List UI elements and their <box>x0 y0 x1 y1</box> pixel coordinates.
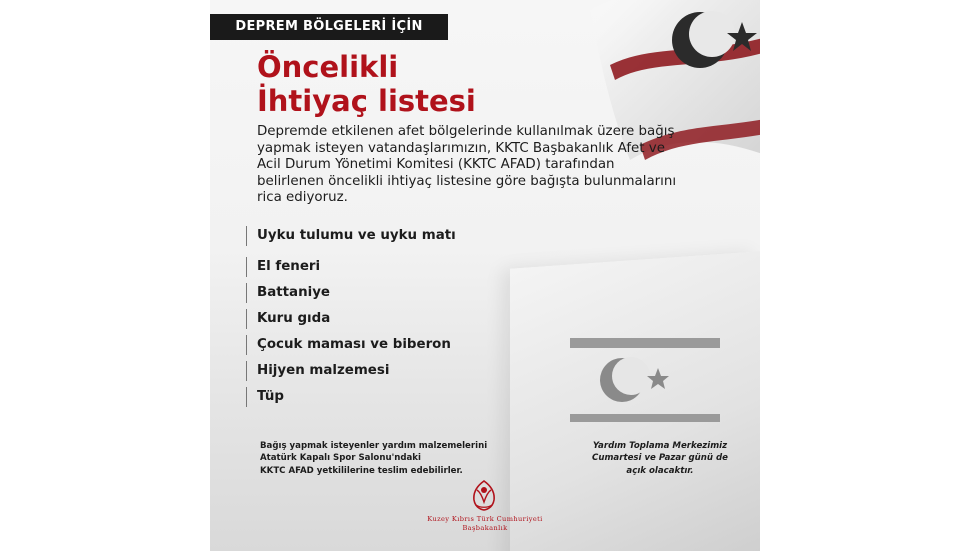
list-item: Çocuk maması ve biberon <box>246 335 456 355</box>
needs-list <box>246 226 456 413</box>
coat-of-arms-icon <box>467 478 501 512</box>
opening-note-line: Cumartesi ve Pazar günü de <box>592 453 728 464</box>
page-title <box>257 50 476 118</box>
list-item: Uyku tulumu ve uyku matı <box>246 226 456 246</box>
list-item: Battaniye <box>246 283 456 303</box>
organization-name <box>400 515 570 533</box>
opening-note-line: açık olacaktır. <box>626 465 694 476</box>
title-line-2: İhtiyaç listesi <box>257 84 476 118</box>
organization-line-1: Kuzey Kıbrıs Türk Cumhuriyeti <box>427 515 543 523</box>
title-line-1: Öncelikli <box>257 50 399 84</box>
delivery-note-line: Atatürk Kapalı Spor Salonu'ndaki <box>260 453 421 464</box>
list-item: Kuru gıda <box>246 309 456 329</box>
opening-hours-note <box>570 440 750 477</box>
delivery-note-line: Bağış yapmak isteyenler yardım malzemelerini <box>260 441 488 451</box>
opening-note-line: Yardım Toplama Merkezimiz <box>592 441 728 451</box>
organization-line-2: Başbakanlık <box>462 524 508 532</box>
poster <box>210 0 760 551</box>
box-flag-emblem <box>570 338 720 438</box>
delivery-note <box>260 440 490 477</box>
intro-paragraph: Depremde etkilenen afet bölgelerinde kullanılmak üzere bağış yapmak isteyen vatandaşlarımızın, KKTC Başbakanlık Afet ve Acil Durum Yönetimi Komitesi (KKTC AFAD) tarafından belirlenen öncelikli ihtiyaç listesine göre bağışta bulunmalarını rica ediyoruz. <box>257 124 677 206</box>
list-item: Tüp <box>246 387 456 407</box>
header-badge: DEPREM BÖLGELERİ İÇİN <box>210 14 448 40</box>
list-item: Hijyen malzemesi <box>246 361 456 381</box>
list-item: El feneri <box>246 257 456 277</box>
delivery-note-line: KKTC AFAD yetkililerine teslim edebilirler. <box>260 465 463 476</box>
